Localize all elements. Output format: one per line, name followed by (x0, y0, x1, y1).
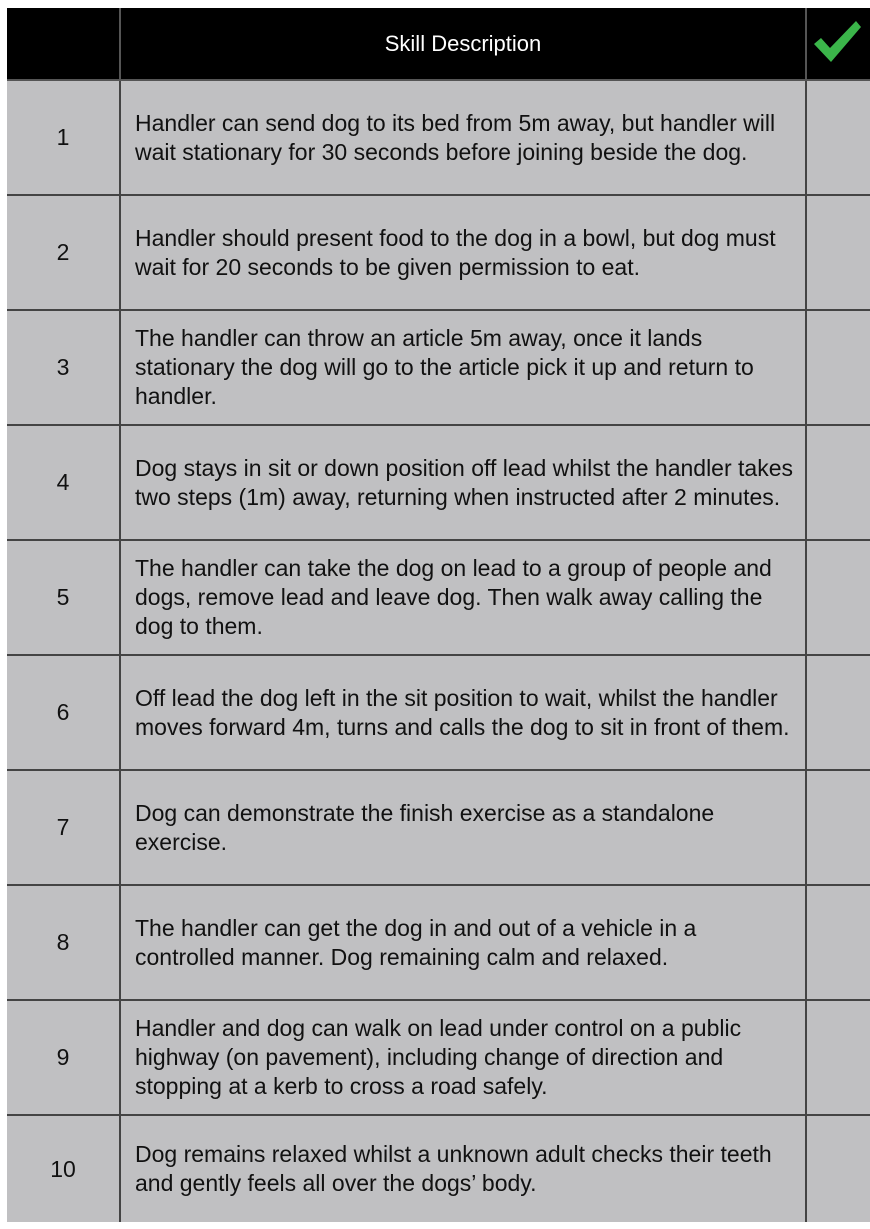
skill-description: Off lead the dog left in the sit position to wait, whilst the handler moves forward 4m, turns and calls the dog to sit in front of them. (120, 655, 806, 770)
table-row (7, 770, 870, 885)
skill-description: The handler can get the dog in and out of a vehicle in a controlled manner. Dog remaining calm and relaxed. (120, 885, 806, 1000)
skill-description: The handler can take the dog on lead to a group of people and dogs, remove lead and leave dog. Then walk away calling the dog to them. (120, 540, 806, 655)
skills-table (7, 8, 870, 1222)
skill-description: Dog stays in sit or down position off lead whilst the handler takes two steps (1m) away, returning when instructed after 2 minutes. (120, 425, 806, 540)
skill-description: Handler and dog can walk on lead under control on a public highway (on pavement), including change of direction and stopping at a kerb to cross a road safely. (120, 1000, 806, 1115)
checkmark-icon (811, 18, 863, 70)
check-cell[interactable] (806, 770, 870, 885)
skill-number: 10 (7, 1115, 120, 1222)
skill-number: 7 (7, 770, 120, 885)
check-column-header (806, 8, 870, 80)
check-cell[interactable] (806, 310, 870, 425)
number-column-header (7, 8, 120, 80)
skill-description: The handler can throw an article 5m away, once it lands stationary the dog will go to the article pick it up and return to handler. (120, 310, 806, 425)
skill-number: 2 (7, 195, 120, 310)
check-cell[interactable] (806, 425, 870, 540)
check-cell[interactable] (806, 195, 870, 310)
skill-description: Dog remains relaxed whilst a unknown adult checks their teeth and gently feels all over the dogs’ body. (120, 1115, 806, 1222)
check-cell[interactable] (806, 540, 870, 655)
check-cell[interactable] (806, 80, 870, 195)
skill-number: 6 (7, 655, 120, 770)
table-row (7, 1115, 870, 1222)
skill-number: 8 (7, 885, 120, 1000)
table-row (7, 655, 870, 770)
description-column-header: Skill Description (120, 8, 806, 80)
skill-number: 3 (7, 310, 120, 425)
skill-description: Dog can demonstrate the finish exercise as a standalone exercise. (120, 770, 806, 885)
skill-number: 1 (7, 80, 120, 195)
table-row (7, 1000, 870, 1115)
check-cell[interactable] (806, 1000, 870, 1115)
table-row (7, 310, 870, 425)
skill-description: Handler can send dog to its bed from 5m away, but handler will wait stationary for 30 seconds before joining beside the dog. (120, 80, 806, 195)
check-cell[interactable] (806, 655, 870, 770)
check-cell[interactable] (806, 885, 870, 1000)
table-row (7, 195, 870, 310)
check-cell[interactable] (806, 1115, 870, 1222)
skill-number: 5 (7, 540, 120, 655)
table-row (7, 425, 870, 540)
table-header-row (7, 8, 870, 80)
table-row (7, 80, 870, 195)
skill-number: 9 (7, 1000, 120, 1115)
table-row (7, 885, 870, 1000)
table-row (7, 540, 870, 655)
skill-description: Handler should present food to the dog in a bowl, but dog must wait for 20 seconds to be given permission to eat. (120, 195, 806, 310)
skill-number: 4 (7, 425, 120, 540)
